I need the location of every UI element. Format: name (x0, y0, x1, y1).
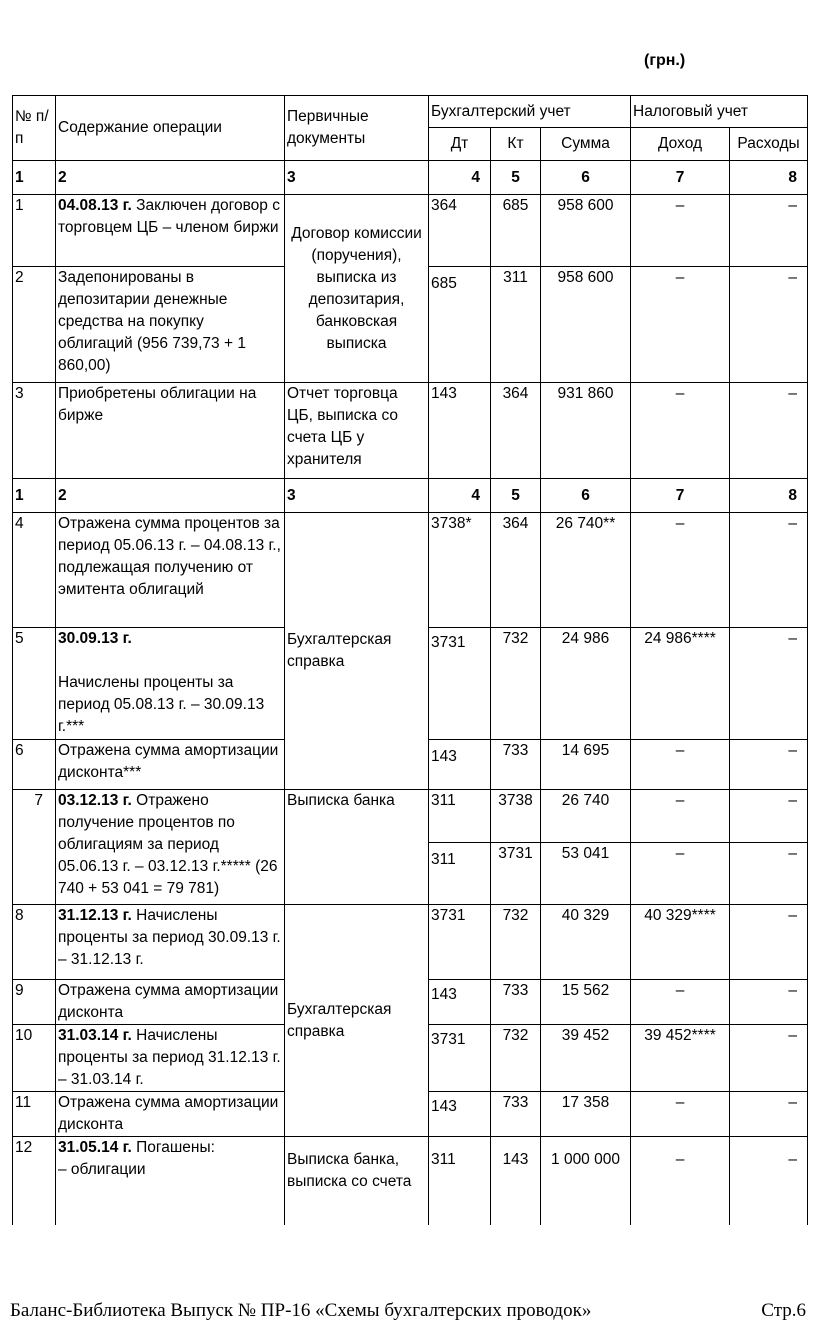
header-expense: Расходы (730, 128, 808, 161)
row-date: 31.12.13 г. (58, 907, 132, 924)
row-content (56, 383, 285, 479)
row-no: 11 (13, 1092, 56, 1137)
row-dt: 3731 (429, 628, 491, 740)
row-text: Заключен договор с торговцем ЦБ – членом биржи (58, 197, 280, 236)
header-kt: Кт (491, 128, 541, 161)
row-date: 31.03.14 г. (58, 1027, 132, 1044)
docs-acct-note: Бухгалтерская справка (285, 905, 429, 1137)
header-tax: Налоговый учет (631, 96, 808, 128)
row-text: Погашены: (131, 1139, 215, 1156)
row-kt: 3738 (491, 790, 541, 843)
row-no: 9 (13, 980, 56, 1025)
row-sum: 15 562 (541, 980, 631, 1025)
docs-commission: Договор комиссии (поручения), выписка из депозитария, банковская выписка (285, 195, 429, 383)
row-expense: – (730, 790, 808, 843)
row-expense: – (730, 905, 808, 980)
docs-trader-report: Отчет торговца ЦБ, выписка со счета ЦБ у хранителя (285, 383, 429, 479)
colnum: 3 (285, 161, 429, 195)
row-income: – (631, 843, 730, 905)
table-row (13, 195, 808, 267)
table-row (13, 905, 808, 980)
row-kt: 733 (491, 980, 541, 1025)
row-expense: – (730, 843, 808, 905)
docs-acct-note: Бухгалтерская справка (285, 513, 429, 790)
row-income: – (631, 790, 730, 843)
colnum: 8 (730, 479, 808, 513)
colnum: 5 (491, 479, 541, 513)
table-row (13, 1137, 808, 1225)
row-income: 40 329**** (631, 905, 730, 980)
row-expense: – (730, 195, 808, 267)
row-content (56, 1137, 285, 1225)
row-sum: 1 000 000 (541, 1137, 631, 1225)
row-dt: 3731 (429, 905, 491, 980)
header-sum: Сумма (541, 128, 631, 161)
colnum: 5 (491, 161, 541, 195)
row-sum: 40 329 (541, 905, 631, 980)
row-dt: 143 (429, 383, 491, 479)
row-income: – (631, 980, 730, 1025)
row-text: Начислены проценты за период 31.12.13 г. – 31.03.14 г. (58, 1027, 281, 1088)
row-dt: 143 (429, 740, 491, 790)
table-row (13, 513, 808, 628)
row-income: – (631, 1137, 730, 1225)
row-text-2: – облигации (58, 1161, 146, 1178)
row-kt: 3731 (491, 843, 541, 905)
row-text: Отражена сумма амортизации дисконта*** (58, 742, 279, 781)
row-income: – (631, 267, 730, 383)
row-dt: 143 (429, 980, 491, 1025)
row-kt: 311 (491, 267, 541, 383)
row-dt: 143 (429, 1092, 491, 1137)
row-sum: 39 452 (541, 1025, 631, 1092)
row-sum: 24 986 (541, 628, 631, 740)
header-no: № п/п (13, 96, 56, 161)
row-no: 3 (13, 383, 56, 479)
row-sum: 26 740 (541, 790, 631, 843)
column-numbers-row (13, 479, 808, 513)
row-no: 10 (13, 1025, 56, 1092)
row-expense: – (730, 513, 808, 628)
colnum: 4 (429, 479, 491, 513)
row-content (56, 267, 285, 383)
row-text: Задепонированы в депозитарии денежные средства на покупку облигаций (956 739,73 + 1 860,00) (58, 269, 246, 374)
row-text: Отражено получение процентов по облигациям за период 05.06.13 г. – 03.12.13 г.***** (26 740 + 53 041 = 79 781) (58, 792, 278, 897)
header-dt: Дт (429, 128, 491, 161)
accounting-entries-table (12, 95, 808, 1225)
row-date: 04.08.13 г. (58, 197, 132, 214)
row-sum: 26 740** (541, 513, 631, 628)
colnum: 7 (631, 161, 730, 195)
row-no: 12 (13, 1137, 56, 1225)
colnum: 2 (56, 161, 285, 195)
row-no: 8 (13, 905, 56, 980)
colnum: 6 (541, 479, 631, 513)
table-row (13, 383, 808, 479)
page-footer (10, 1300, 806, 1322)
row-content (56, 980, 285, 1025)
row-sum: 958 600 (541, 267, 631, 383)
row-kt: 732 (491, 628, 541, 740)
row-expense: – (730, 1025, 808, 1092)
row-sum: 14 695 (541, 740, 631, 790)
row-income: – (631, 383, 730, 479)
row-dt: 3731 (429, 1025, 491, 1092)
row-expense: – (730, 980, 808, 1025)
row-content (56, 740, 285, 790)
row-no: 5 (13, 628, 56, 740)
row-dt: 311 (429, 843, 491, 905)
row-date: 30.09.13 г. (58, 630, 132, 647)
colnum: 1 (13, 161, 56, 195)
row-income: – (631, 740, 730, 790)
row-dt: 364 (429, 195, 491, 267)
row-kt: 143 (491, 1137, 541, 1225)
row-expense: – (730, 267, 808, 383)
row-expense: – (730, 1092, 808, 1137)
row-content (56, 628, 285, 740)
page-number: Стр.6 (761, 1300, 806, 1321)
row-income: 24 986**** (631, 628, 730, 740)
row-kt: 685 (491, 195, 541, 267)
row-expense: – (730, 383, 808, 479)
row-no: 1 (13, 195, 56, 267)
unit-label: (грн.) (644, 52, 686, 69)
row-content (56, 195, 285, 267)
header-income: Доход (631, 128, 730, 161)
row-content (56, 1092, 285, 1137)
row-income: – (631, 195, 730, 267)
row-income: 39 452**** (631, 1025, 730, 1092)
row-kt: 732 (491, 1025, 541, 1092)
colnum: 2 (56, 479, 285, 513)
row-dt: 311 (429, 790, 491, 843)
table-row (13, 790, 808, 843)
colnum: 3 (285, 479, 429, 513)
row-text: Начислены проценты за период 30.09.13 г. – 31.12.13 г. (58, 907, 281, 968)
row-sum: 17 358 (541, 1092, 631, 1137)
header-docs: Первичные документы (285, 96, 429, 161)
colnum: 6 (541, 161, 631, 195)
row-dt: 685 (429, 267, 491, 383)
header-accounting: Бухгалтерский учет (429, 96, 631, 128)
row-sum: 53 041 (541, 843, 631, 905)
row-text: Начислены проценты за период 05.08.13 г. – 30.09.13 г.*** (58, 674, 265, 735)
row-income: – (631, 1092, 730, 1137)
row-kt: 364 (491, 513, 541, 628)
row-no: 7 (13, 790, 56, 905)
row-dt: 3738* (429, 513, 491, 628)
colnum: 1 (13, 479, 56, 513)
row-sum: 958 600 (541, 195, 631, 267)
row-expense: – (730, 1137, 808, 1225)
row-date: 03.12.13 г. (58, 792, 132, 809)
row-content (56, 513, 285, 628)
docs-bank-stmt: Выписка банка (285, 790, 429, 905)
row-text: Отражена сумма амортизации дисконта (58, 1094, 279, 1133)
colnum: 4 (429, 161, 491, 195)
colnum: 8 (730, 161, 808, 195)
row-content (56, 905, 285, 980)
row-sum: 931 860 (541, 383, 631, 479)
row-date: 31.05.14 г. (58, 1139, 132, 1156)
row-text: Отражена сумма процентов за период 05.06.13 г. – 04.08.13 г., подлежащая получению от эмитента облигаций (58, 515, 281, 598)
row-no: 6 (13, 740, 56, 790)
row-text: Приобретены облигации на бирже (58, 385, 257, 424)
row-no: 4 (13, 513, 56, 628)
column-numbers-row (13, 161, 808, 195)
row-dt: 311 (429, 1137, 491, 1225)
row-no: 2 (13, 267, 56, 383)
row-kt: 364 (491, 383, 541, 479)
header-content: Содержание операции (56, 96, 285, 161)
row-text: Отражена сумма амортизации дисконта (58, 982, 279, 1021)
row-kt: 733 (491, 740, 541, 790)
row-kt: 732 (491, 905, 541, 980)
row-content (56, 790, 285, 905)
row-content (56, 1025, 285, 1092)
footer-publication: Баланс-Библиотека Выпуск № ПР-16 «Схемы бухгалтерских проводок» (10, 1300, 592, 1321)
row-expense: – (730, 628, 808, 740)
colnum: 7 (631, 479, 730, 513)
row-income: – (631, 513, 730, 628)
row-kt: 733 (491, 1092, 541, 1137)
docs-bank-stmt-2: Выписка банка, выписка со счета (285, 1137, 429, 1225)
row-expense: – (730, 740, 808, 790)
